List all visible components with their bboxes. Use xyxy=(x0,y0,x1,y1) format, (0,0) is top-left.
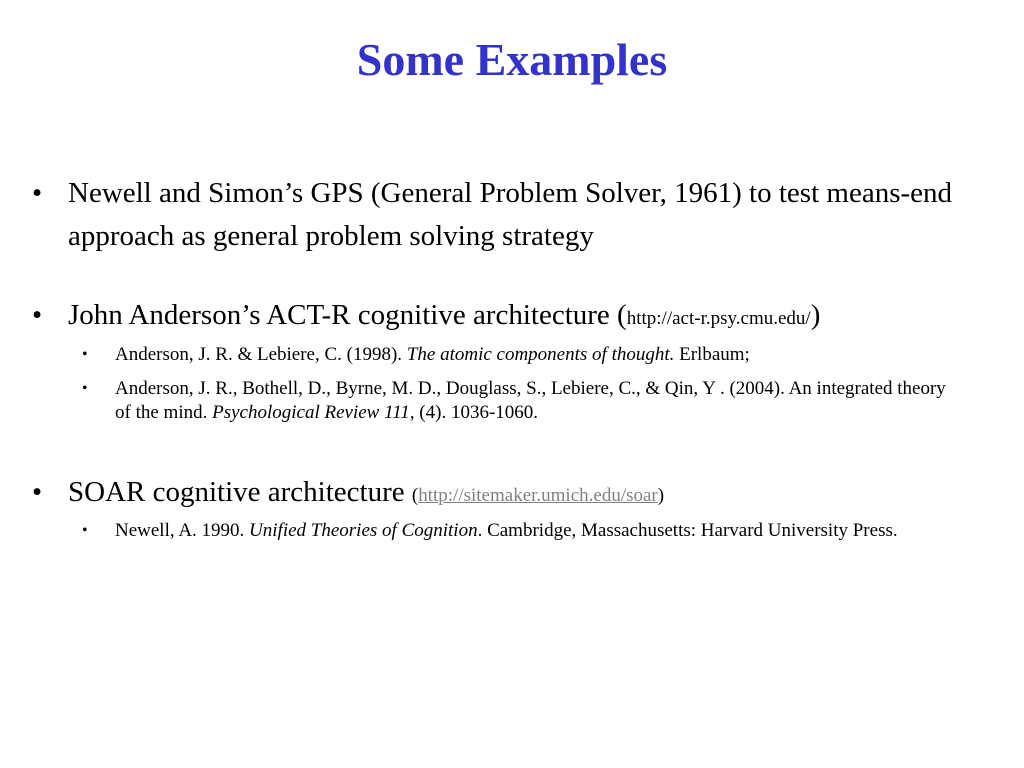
ref-newell-1990-text: Newell, A. 1990. Unified Theories of Cognition. Cambridge, Massachusetts: Harvard University Press. xyxy=(115,520,898,541)
soar-url-link[interactable]: http://sitemaker.umich.edu/soar xyxy=(418,485,658,506)
ref-anderson-1998-text: Anderson, J. R. & Lebiere, C. (1998). The atomic components of thought. Erlbaum; xyxy=(115,344,750,365)
slide-title: Some Examples xyxy=(356,34,668,85)
act-r-label: John Anderson’s ACT-R cognitive architecture ( xyxy=(68,299,627,331)
bullet-act-r-text xyxy=(68,294,972,340)
bullet-act-r xyxy=(32,294,972,340)
act-r-close-paren: ) xyxy=(810,299,821,331)
sub-bullet-dot: • xyxy=(82,522,88,539)
bullet-dot: • xyxy=(32,177,43,209)
ref-italic-journal: Psychological Review 111, xyxy=(212,402,415,423)
soar-label: SOAR cognitive architecture xyxy=(68,476,412,508)
ref-anderson-1998 xyxy=(82,343,962,367)
ref-anderson-2004-text: Anderson, J. R., Bothell, D., Byrne, M. D., Douglass, S., Lebiere, C., & Qin, Y . (2004). An integrated theory of the mind. Psychological Review 111, (4). 1036-1060. xyxy=(115,378,946,423)
ref-italic-book: Unified Theories of Cognition xyxy=(249,520,478,541)
bullet-dot: • xyxy=(32,476,43,508)
bullet-gps xyxy=(32,172,972,258)
bullet-dot: • xyxy=(32,299,43,331)
act-r-url[interactable]: http://act-r.psy.cmu.edu/ xyxy=(626,308,811,329)
ref-italic-title: The atomic components of thought. xyxy=(406,344,675,365)
bullet-soar-text: SOAR cognitive architecture (http://sitemaker.umich.edu/soar) xyxy=(68,476,665,508)
sub-bullet-dot: • xyxy=(82,346,88,363)
bullet-gps-text: Newell and Simon’s GPS (General Problem Solver, 1961) to test means-end approach as general problem solving strategy xyxy=(68,177,953,252)
ref-anderson-2004 xyxy=(82,377,962,425)
ref-newell-1990 xyxy=(82,519,962,543)
bullet-soar xyxy=(32,471,972,517)
sub-bullet-dot: • xyxy=(82,380,88,397)
